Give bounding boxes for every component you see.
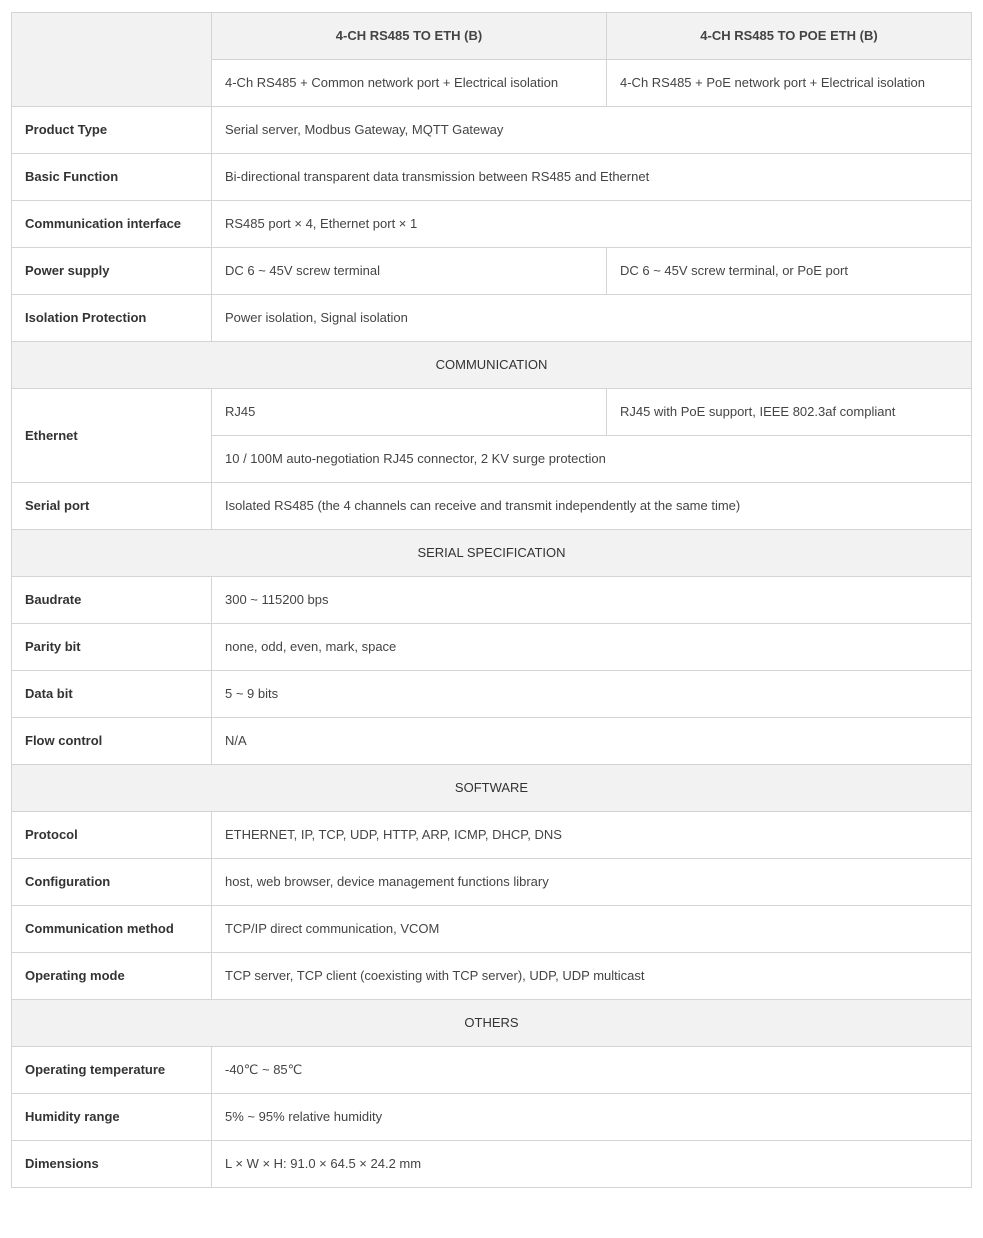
col2-title: 4-CH RS485 TO POE ETH (B) [607,13,972,60]
row-value: Serial server, Modbus Gateway, MQTT Gateway [212,107,972,154]
row-label: Dimensions [12,1141,212,1188]
row-label: Communication interface [12,201,212,248]
row-value-col2: DC 6 ~ 45V screw terminal, or PoE port [607,248,972,295]
row-label: Humidity range [12,1094,212,1141]
section-row [12,1000,972,1047]
col1-title: 4-CH RS485 TO ETH (B) [212,13,607,60]
table-row [12,107,972,154]
section-row [12,530,972,577]
table-row [12,248,972,295]
section-row [12,342,972,389]
table-row [12,201,972,248]
table-row [12,389,972,436]
section-title-software: SOFTWARE [12,765,972,812]
section-title-others: OTHERS [12,1000,972,1047]
table-row [12,859,972,906]
table-row [12,295,972,342]
table-row [12,624,972,671]
row-label: Basic Function [12,154,212,201]
spec-table [11,12,972,1188]
row-value: Power isolation, Signal isolation [212,295,972,342]
row-value: 5% ~ 95% relative humidity [212,1094,972,1141]
row-value: 300 ~ 115200 bps [212,577,972,624]
row-label: Operating temperature [12,1047,212,1094]
col1-desc: 4-Ch RS485 + Common network port + Electrical isolation [212,60,607,107]
header-corner-cell [12,13,212,107]
table-row [12,1094,972,1141]
row-value-col2: RJ45 with PoE support, IEEE 802.3af compliant [607,389,972,436]
row-value: TCP/IP direct communication, VCOM [212,906,972,953]
row-value: ETHERNET, IP, TCP, UDP, HTTP, ARP, ICMP, DHCP, DNS [212,812,972,859]
row-label: Protocol [12,812,212,859]
row-value: Isolated RS485 (the 4 channels can receive and transmit independently at the same time) [212,483,972,530]
row-label: Product Type [12,107,212,154]
row-value: RS485 port × 4, Ethernet port × 1 [212,201,972,248]
row-label: Isolation Protection [12,295,212,342]
row-value: none, odd, even, mark, space [212,624,972,671]
table-row [12,1141,972,1188]
row-label: Flow control [12,718,212,765]
row-label: Operating mode [12,953,212,1000]
row-value: host, web browser, device management functions library [212,859,972,906]
section-row [12,765,972,812]
table-row [12,718,972,765]
row-label: Serial port [12,483,212,530]
table-row [12,577,972,624]
table-row [12,812,972,859]
row-label: Data bit [12,671,212,718]
row-value: L × W × H: 91.0 × 64.5 × 24.2 mm [212,1141,972,1188]
header-row [12,13,972,60]
row-value: -40℃ ~ 85℃ [212,1047,972,1094]
table-row [12,1047,972,1094]
section-title-communication: COMMUNICATION [12,342,972,389]
section-title-serial-spec: SERIAL SPECIFICATION [12,530,972,577]
row-value-col1: DC 6 ~ 45V screw terminal [212,248,607,295]
row-label: Parity bit [12,624,212,671]
table-row [12,671,972,718]
row-value-col1: RJ45 [212,389,607,436]
row-value: 10 / 100M auto-negotiation RJ45 connector, 2 KV surge protection [212,436,972,483]
row-value: TCP server, TCP client (coexisting with TCP server), UDP, UDP multicast [212,953,972,1000]
row-label: Power supply [12,248,212,295]
row-value: Bi-directional transparent data transmission between RS485 and Ethernet [212,154,972,201]
table-row [12,953,972,1000]
table-row [12,154,972,201]
row-label: Configuration [12,859,212,906]
row-label: Communication method [12,906,212,953]
table-row [12,483,972,530]
row-label: Baudrate [12,577,212,624]
row-value: 5 ~ 9 bits [212,671,972,718]
col2-desc: 4-Ch RS485 + PoE network port + Electrical isolation [607,60,972,107]
table-row [12,906,972,953]
row-value: N/A [212,718,972,765]
row-label: Ethernet [12,389,212,483]
